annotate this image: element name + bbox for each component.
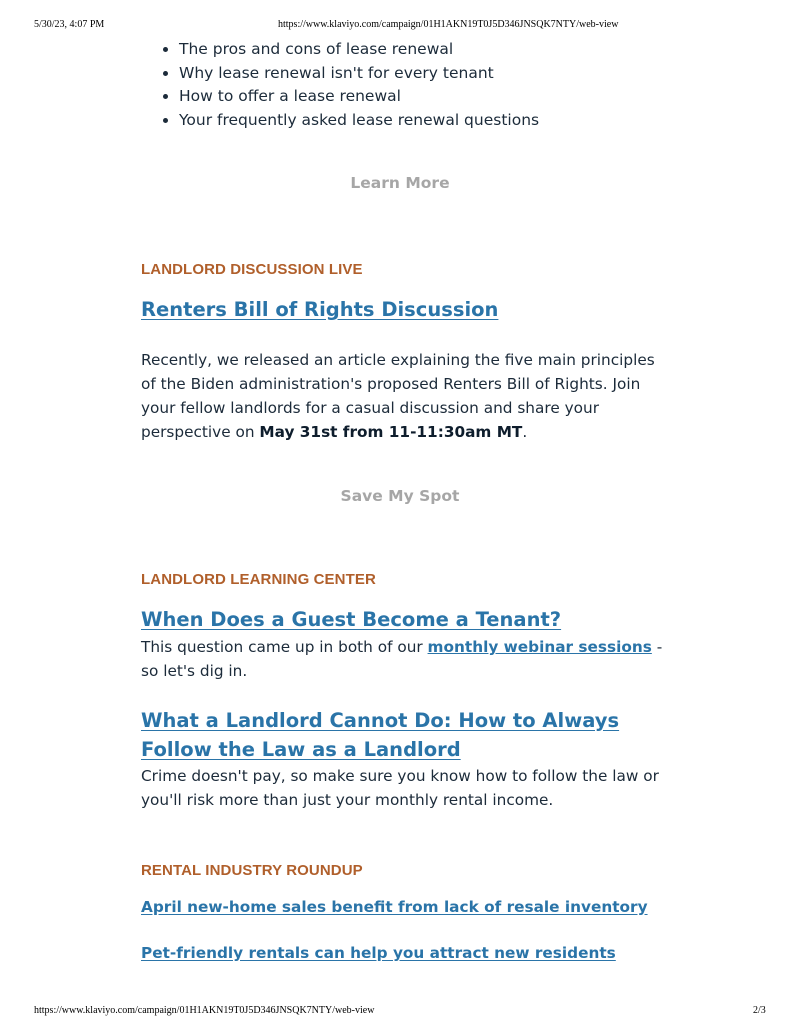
print-url: https://www.klaviyo.com/campaign/01H1AKN19T0J5D346JNSQK7NTY/web-view — [278, 19, 619, 30]
guest-tenant-body — [141, 635, 671, 683]
learn-more-button[interactable]: Learn More — [350, 174, 450, 192]
save-my-spot-button[interactable]: Save My Spot — [340, 487, 460, 505]
list-item: • Your frequently asked lease renewal questions — [179, 109, 539, 133]
roundup-link-pet-friendly[interactable]: Pet-friendly rentals can help you attract new residents — [141, 944, 616, 962]
print-date: 5/30/23, 4:07 PM — [34, 19, 105, 30]
discussion-body — [141, 348, 671, 444]
page-number: 2/3 — [753, 1005, 766, 1016]
discussion-eyebrow: LANDLORD DISCUSSION LIVE — [141, 261, 363, 278]
discussion-date-time: May 31st from 11-11:30am MT — [259, 423, 523, 441]
roundup-eyebrow: RENTAL INDUSTRY ROUNDUP — [141, 862, 363, 879]
print-footer — [0, 1005, 800, 1019]
discussion-body-end: . — [522, 423, 528, 441]
learning-center-eyebrow: LANDLORD LEARNING CENTER — [141, 571, 376, 588]
guest-tenant-body-text: This question came up in both of our — [141, 638, 428, 656]
discussion-body-text: Recently, we released an article explaining the five main principles of the Biden administration's proposed Renters Bill of Rights. Join your fellow landlords for a casual discussion and share your perspective on — [141, 351, 655, 441]
footer-url: https://www.klaviyo.com/campaign/01H1AKN19T0J5D346JNSQK7NTY/web-view — [34, 1005, 375, 1016]
landlord-law-headline-link[interactable]: What a Landlord Cannot Do: How to Always Follow the Law as a Landlord — [141, 709, 620, 761]
discussion-headline-link[interactable]: Renters Bill of Rights Discussion — [141, 298, 499, 321]
list-item: • How to offer a lease renewal — [179, 85, 539, 109]
monthly-webinar-link[interactable]: monthly webinar sessions — [427, 638, 652, 656]
roundup-link-new-home-sales[interactable]: April new-home sales benefit from lack of resale inventory — [141, 898, 648, 916]
print-header — [0, 19, 800, 33]
list-item: • Why lease renewal isn't for every tenant — [179, 62, 539, 86]
list-item: • The pros and cons of lease renewal — [179, 38, 539, 62]
landlord-law-body: Crime doesn't pay, so make sure you know how to follow the law or you'll risk more than just your monthly rental income. — [141, 767, 659, 809]
guest-tenant-headline-link[interactable]: When Does a Guest Become a Tenant? — [141, 608, 562, 631]
lease-renewal-topics-list — [141, 38, 539, 132]
guest-tenant-body-end: - so let's dig in. — [141, 638, 663, 680]
